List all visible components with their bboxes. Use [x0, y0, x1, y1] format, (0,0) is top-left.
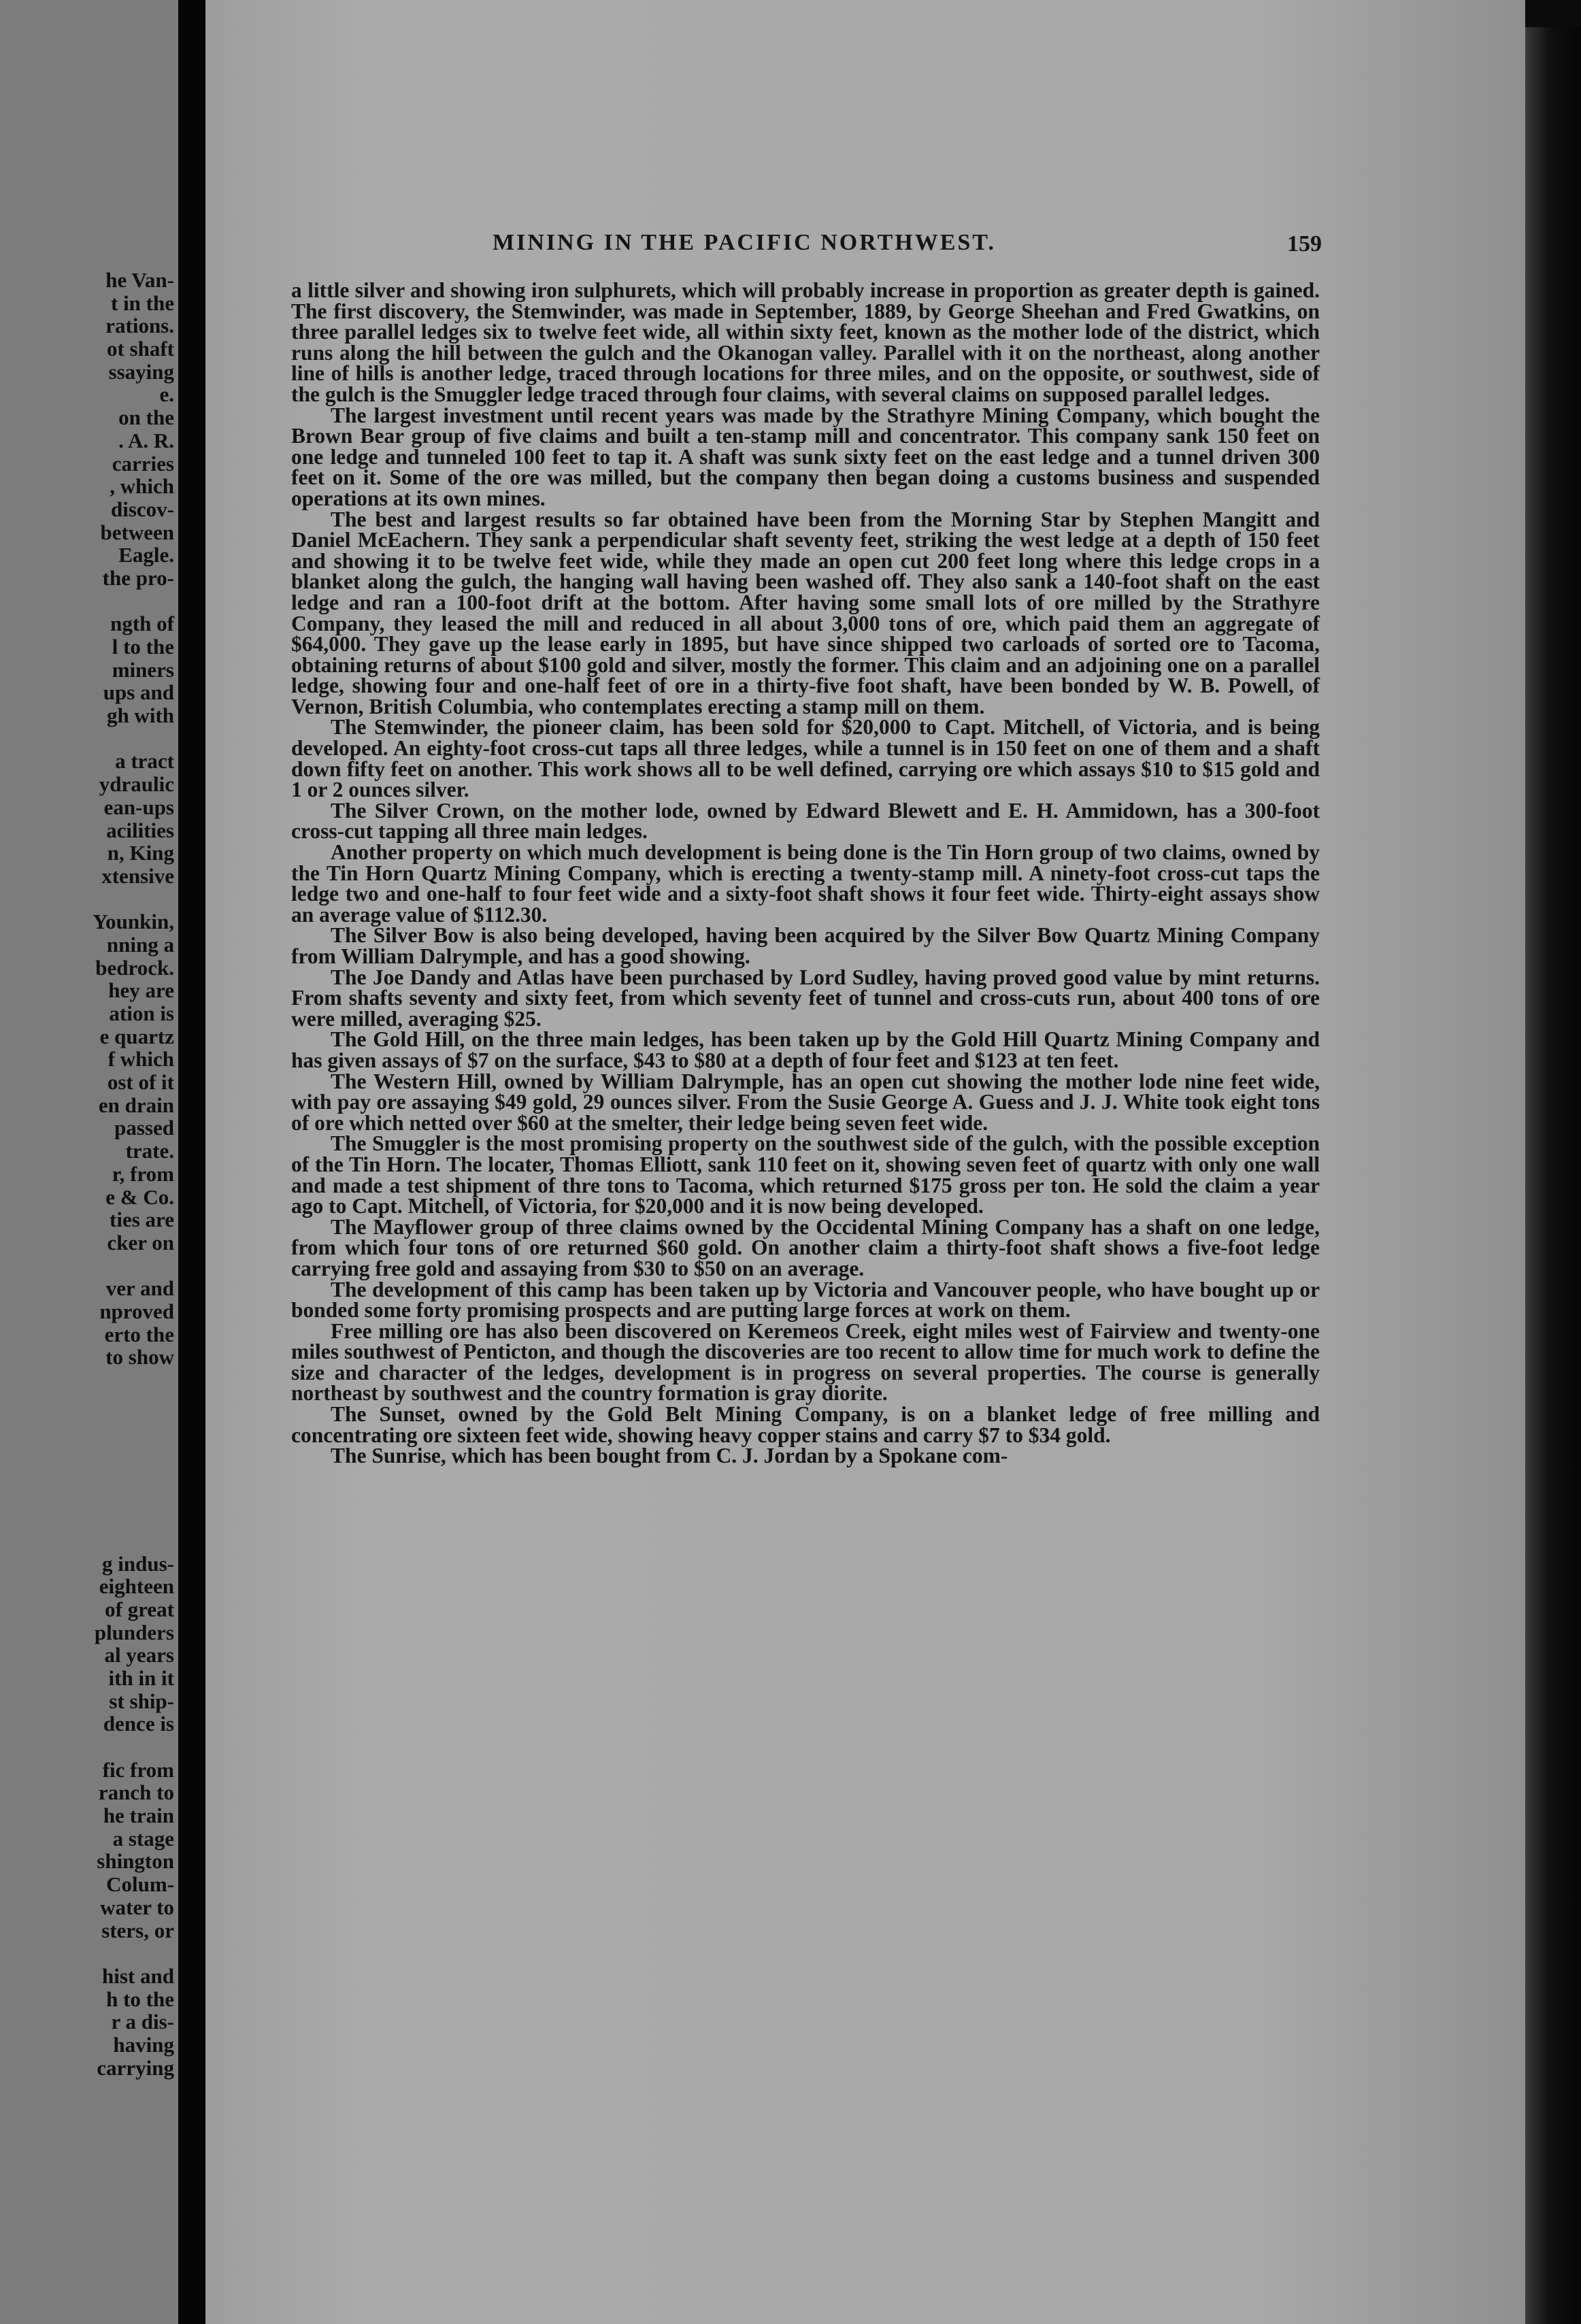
facing-page-line — [4, 727, 174, 750]
facing-page-line: trate. — [125, 1139, 174, 1163]
facing-page-line: g indus- — [102, 1551, 174, 1576]
facing-page-line: nproved — [99, 1299, 174, 1323]
facing-page-line: gh with — [106, 703, 174, 728]
facing-page-line: ost of it — [107, 1070, 174, 1095]
facing-page-line: miners — [112, 657, 174, 682]
facing-page-line: dence is — [103, 1712, 174, 1736]
facing-page-line: st ship- — [109, 1689, 174, 1713]
facing-page-line: having — [113, 2032, 174, 2057]
facing-page-line: Colum- — [106, 1872, 174, 1897]
facing-page-line — [4, 1392, 174, 1415]
facing-page-line: ties are — [110, 1208, 174, 1232]
running-title: MINING IN THE PACIFIC NORTHWEST. — [493, 230, 996, 255]
facing-page-line — [4, 1506, 174, 1529]
facing-page-line — [4, 1483, 174, 1506]
facing-page-line: carrying — [97, 2055, 174, 2080]
facing-page-line: between — [100, 520, 174, 544]
facing-page-line — [4, 590, 174, 613]
facing-page-line: erto the — [104, 1322, 174, 1346]
facing-page-line — [4, 1736, 174, 1759]
paragraph: The Joe Dandy and Atlas have been purchased by Lord Sudley, having proved good value by mint returns. From shafts seventy and sixty feet, from which seventy feet of tunnel and cross-cuts run, about 400 tons of ore were milled, averaging $25. — [291, 965, 1320, 1031]
facing-page-line: al years — [104, 1643, 174, 1667]
facing-page-line: e. — [159, 382, 174, 407]
facing-page-line: eighteen — [99, 1574, 174, 1599]
facing-page-line: plunders — [94, 1620, 174, 1644]
facing-page-line — [4, 1942, 174, 1965]
paragraph: The Silver Crown, on the mother lode, owned by Edward Blewett and E. H. Ammidown, has a 300-foot cross-cut tapping all three main ledges. — [291, 798, 1320, 844]
facing-page-line: r, from — [112, 1161, 174, 1186]
facing-page-line: ngth of — [110, 612, 174, 636]
facing-page-line: a stage — [112, 1826, 174, 1850]
facing-page-line — [4, 888, 174, 911]
facing-page-line: ean-ups — [103, 795, 174, 819]
facing-page-line: t in the — [111, 290, 174, 315]
facing-page-line: of great — [105, 1597, 174, 1621]
paragraph: Another property on which much development is being done is the Tin Horn group of two claims, owned by the Tin Horn Quartz Mining Company, which is erecting a twenty-stamp mill. A ninety-foot cross-cut taps the ledge two and one-half to four feet wide and a sixty-foot shaft shows it four feet wide. Thirty-eight assays show an average value of $112.30. — [291, 840, 1320, 927]
paragraph: The Smuggler is the most promising property on the southwest side of the gulch, with the possible exception of the Tin Horn. The locater, Thomas Elliott, sank 110 feet on it, showing seven feet of quartz with only one wall and made a test shipment of thre tons to Tacoma, which returned $175 gross per ton. He sold the claim a year ago to Capt. Mitchell, of Victoria, for $20,000 and it is now being developed. — [291, 1131, 1320, 1218]
facing-page-line: nning a — [106, 932, 174, 957]
facing-page-line: xtensive — [101, 863, 174, 888]
facing-page-line: , which — [110, 474, 174, 499]
page-number: 159 — [1287, 231, 1322, 256]
facing-page-text-fragments — [4, 269, 174, 2079]
facing-page-line — [4, 1414, 174, 1438]
page-edge-shadow — [1525, 27, 1581, 2324]
facing-page-line: hey are — [108, 978, 174, 1003]
facing-page-line: a tract — [115, 749, 174, 774]
facing-page-line: en drain — [98, 1093, 174, 1117]
facing-page-line: ation is — [109, 1001, 174, 1025]
facing-page-line: . A. R. — [118, 428, 174, 452]
facing-page-line: he Van- — [105, 268, 174, 292]
facing-page-line: ssaying — [108, 359, 174, 384]
facing-page-line: ranch to — [98, 1780, 174, 1805]
facing-page-line: rations. — [105, 314, 174, 338]
facing-page-line — [4, 1529, 174, 1553]
facing-page-line — [4, 1461, 174, 1484]
facing-page-line: h to the — [106, 1987, 174, 2011]
facing-page-line: Younkin, — [93, 910, 174, 934]
facing-page-line: ith in it — [108, 1665, 174, 1690]
facing-page-line: fic from — [102, 1757, 174, 1782]
facing-page-line: hist and — [102, 1963, 174, 1988]
facing-page-line — [4, 1369, 174, 1392]
paragraph: The development of this camp has been taken up by Victoria and Vancouver people, who have bought up or bonded some forty promising prospects and are putting large forces at work on them. — [291, 1277, 1320, 1323]
facing-page-line: discov- — [111, 497, 174, 521]
paragraph: a little silver and showing iron sulphurets, which will probably increase in proportion as greater depth is gained. The first discovery, the Stemwinder, was made in September, 1889, by George Sheehan and Fred Gwatkins, on three parallel ledges six to twelve feet wide, all within sixty feet, known as the mother lode of the district, which runs along the hill between the gulch and the Okanogan valley. Parallel with it on the northeast, along another line of hills is another ledge, traced through locations for three miles, and on the opposite, or southwest, side of the gulch is the Smuggler ledge traced through four claims, with several claims on supposed parallel ledges. — [291, 278, 1320, 406]
paragraph: The Mayflower group of three claims owned by the Occidental Mining Company has a shaft on one ledge, from which four tons of ore returned $60 gold. On another claim a thirty-foot shaft shows a five-foot ledge carrying free gold and assaying from $30 to $50 on an average. — [291, 1214, 1320, 1280]
facing-page-line — [4, 1255, 174, 1278]
facing-page-line: ydraulic — [99, 772, 174, 797]
body-text — [291, 280, 1320, 1467]
facing-page-line: water to — [100, 1895, 174, 1919]
facing-page-line: l to the — [112, 635, 174, 659]
facing-page-line: ups and — [103, 680, 174, 705]
facing-page-line: on the — [118, 405, 174, 430]
facing-page-line: to show — [105, 1345, 174, 1370]
book-gutter — [178, 0, 205, 2324]
facing-page-line: bedrock. — [95, 955, 174, 980]
facing-page-line: cker on — [107, 1230, 174, 1255]
paragraph: The Sunset, owned by the Gold Belt Mining Company, is on a blanket ledge of free milling and concentrating ore sixteen feet wide, showing heavy copper stains and carry $7 to $34 gold. — [291, 1402, 1320, 1447]
facing-page-line: e quartz — [99, 1024, 174, 1048]
facing-page-line: sters, or — [101, 1918, 174, 1942]
facing-page-line: carries — [112, 451, 174, 476]
facing-page-line: acilities — [106, 818, 174, 842]
facing-page-line: n, King — [107, 841, 174, 865]
paragraph: The Sunrise, which has been bought from C. J. Jordan by a Spokane com- — [331, 1444, 1008, 1468]
paragraph: The largest investment until recent years was made by the Strathyre Mining Company, which bought the Brown Bear group of five claims and built a ten-stamp mill and concentrator. This company sank 150 feet on one ledge and tunneled 100 feet to tap it. A shaft was sunk sixty feet on the east ledge and a tunnel driven 300 feet on it. Some of the ore was milled, but the company then began doing a customs business and suspended operations at its own mines. — [291, 403, 1320, 510]
paragraph: The Stemwinder, the pioneer claim, has been sold for $20,000 to Capt. Mitchell, of Victoria, and is being developed. An eighty-foot cross-cut taps all three ledges, while a tunnel is in 150 feet on one of them and a shaft down fifty feet on another. This work shows all to be well defined, carrying ore which assays $10 to $15 gold and 1 or 2 ounces silver. — [291, 715, 1320, 802]
facing-page-line: Eagle. — [118, 543, 174, 567]
paragraph: Free milling ore has also been discovered on Keremeos Creek, eight miles west of Fairview and twenty-one miles southwest of Penticton, and though the discoveries are too recent to allow time for much work to define the size and character of the ledges, development is in progress on several properties. The course is generally northeast by southwest and the country formation is gray diorite. — [291, 1318, 1320, 1406]
facing-page-edge — [0, 0, 178, 2324]
facing-page-line: shington — [97, 1849, 174, 1874]
facing-page-line: the pro- — [102, 565, 174, 590]
facing-page-line: r a dis- — [111, 2010, 174, 2034]
paragraph: The Silver Bow is also being developed, having been acquired by the Silver Bow Quartz Mining Company from William Dalrymple, and has a good showing. — [291, 923, 1320, 968]
facing-page-line: ver and — [105, 1276, 174, 1301]
facing-page-line: he train — [103, 1804, 174, 1828]
facing-page-line — [4, 1438, 174, 1461]
paragraph: The Gold Hill, on the three main ledges, has been taken up by the Gold Hill Quartz Mining Company and has given assays of $7 on the surface, $43 to $80 at a depth of four feet and $123 at ten feet. — [291, 1027, 1320, 1072]
facing-page-line: passed — [114, 1116, 174, 1140]
paragraph: The Western Hill, owned by William Dalrymple, has an open cut showing the mother lode nine feet wide, with pay ore assaying $49 gold, 29 ounces silver. From the Susie George A. Guess and J. J. White took eight tons of ore which netted over $60 at the smelter, their ledge being seven feet wide. — [291, 1069, 1320, 1135]
facing-page-line: ot shaft — [106, 337, 174, 361]
facing-page-line: e & Co. — [105, 1184, 174, 1209]
facing-page-line: f which — [107, 1047, 174, 1072]
paragraph: The best and largest results so far obtained have been from the Morning Star by Stephen Mangitt and Daniel McEachern. They sank a perpendicular shaft seventy feet, striking the west ledge at a depth of 150 feet and showing it to be twelve feet wide, while they made an open cut 200 feet long where this ledge crops in a blanket along the gulch, the hanging wall having been washed off. They also sank a 140-foot shaft on the east ledge and ran a 100-foot drift at the bottom. After having some small lots of ore milled by the Strathyre Company, they leased the mill and reduced in all about 3,000 tons of ore, which paid them an aggregate of $64,000. They gave up the lease early in 1895, but have since shipped two carloads of sorted ore to Tacoma, obtaining returns of about $100 gold and silver, mostly the former. This claim and an adjoining one on a parallel ledge, showing four and one-half feet of ore in a thirty-five foot shaft, have been bonded by W. B. Powell, of Vernon, British Columbia, who contemplates erecting a stamp mill on them. — [291, 507, 1320, 718]
